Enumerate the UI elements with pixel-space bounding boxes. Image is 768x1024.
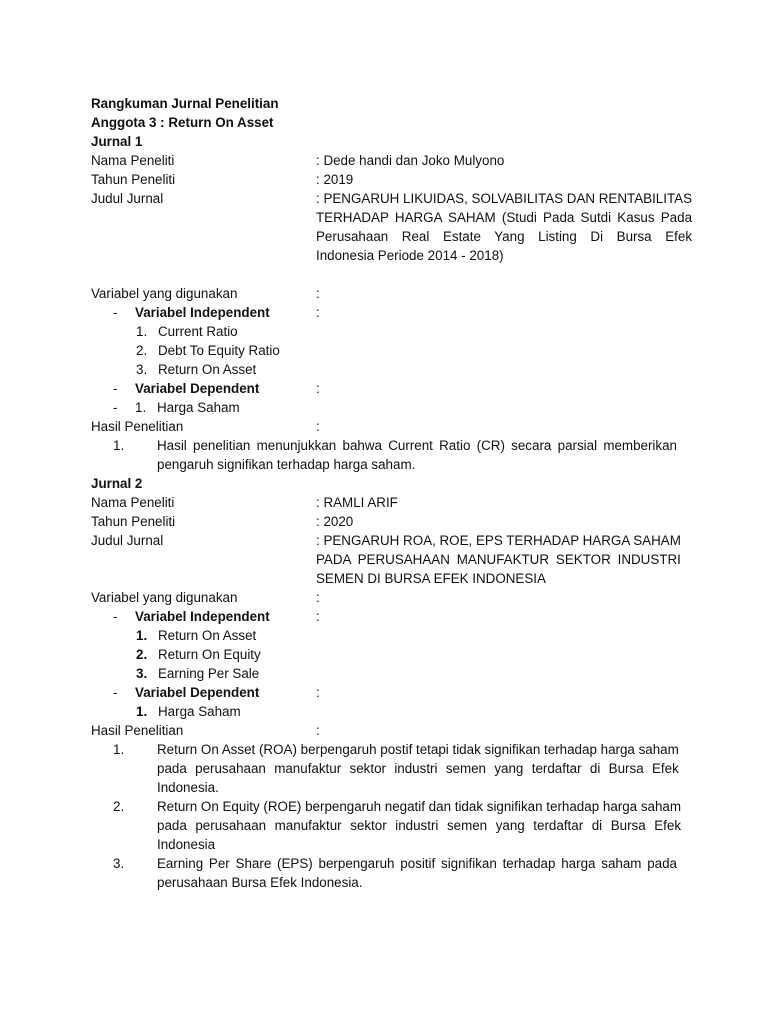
- journal-title-line: Indonesia Periode 2014 - 2018): [316, 248, 504, 263]
- result-text-line: Return On Asset (ROA) berpengaruh postif tetapi tidak signifikan terhadap harga saham: [157, 742, 679, 757]
- independent-variable-label: Variabel Independent: [135, 609, 270, 624]
- journal-heading: Jurnal 2: [91, 476, 143, 491]
- dependent-variable-colon: :: [316, 685, 320, 700]
- list-item-text: Return On Asset: [158, 362, 257, 377]
- dependent-variable-label: Variabel Dependent: [135, 685, 260, 700]
- variables-row: [91, 588, 677, 607]
- researcher-name-value: : Dede handi dan Joko Mulyono: [316, 153, 505, 168]
- journal-title-line: PADA PERUSAHAAN MANUFAKTUR SEKTOR INDUSTRI: [316, 552, 681, 567]
- independent-variable-colon: :: [316, 609, 320, 624]
- journal-title-label: Judul Jurnal: [91, 191, 164, 206]
- journal-2-section: [91, 474, 682, 892]
- list-number: 1.: [136, 704, 148, 719]
- researcher-name-row: [91, 493, 677, 512]
- list-number: 3.: [113, 856, 125, 871]
- list-item: [91, 645, 677, 664]
- list-item: [91, 702, 677, 721]
- variables-label: Variabel yang digunakan: [91, 590, 238, 605]
- list-number: 1.: [113, 438, 125, 453]
- result-item: [91, 740, 677, 797]
- list-item-text: Earning Per Sale: [158, 666, 260, 681]
- list-item: [91, 398, 677, 417]
- list-number: 3.: [136, 362, 148, 377]
- list-number: 1.: [135, 400, 147, 415]
- research-year-label: Tahun Peneliti: [91, 172, 176, 187]
- list-item-text: Harga Saham: [158, 704, 241, 719]
- result-text-line: pengaruh signifikan terhadap harga saham.: [157, 457, 416, 472]
- results-label: Hasil Penelitian: [91, 419, 184, 434]
- list-number: 2.: [113, 799, 125, 814]
- list-item: [91, 322, 677, 341]
- result-text-line: pada perusahaan manufaktur sektor industri semen yang terdaftar di Bursa Efek: [157, 818, 682, 833]
- dependent-variable-colon: :: [316, 381, 320, 396]
- list-number: 2.: [136, 343, 148, 358]
- journal-title-row: [91, 189, 693, 265]
- list-number: 1.: [136, 628, 148, 643]
- list-item-text: Debt To Equity Ratio: [158, 343, 280, 358]
- list-item: [91, 664, 677, 683]
- variables-colon: :: [316, 590, 320, 605]
- results-colon: :: [316, 419, 320, 434]
- list-item-text: Current Ratio: [158, 324, 238, 339]
- variables-colon: :: [316, 286, 320, 301]
- list-number: 1.: [113, 742, 125, 757]
- result-text-line: Indonesia.: [157, 780, 219, 795]
- results-label: Hasil Penelitian: [91, 723, 184, 738]
- journal-title-line: Perusahaan Real Estate Yang Listing Di Bursa Efek: [316, 229, 693, 244]
- bullet-dash: -: [113, 609, 118, 624]
- independent-variable-label: Variabel Independent: [135, 305, 270, 320]
- journal-title-value: [316, 531, 681, 588]
- journal-title-line: : PENGARUH LIKUIDAS, SOLVABILITAS DAN RENTABILITAS: [316, 191, 693, 206]
- result-item: [91, 854, 677, 892]
- independent-variable-colon: :: [316, 305, 320, 320]
- result-text-line: Earning Per Share (EPS) berpengaruh positif signifikan terhadap harga saham pada: [157, 856, 677, 871]
- spacer: [91, 265, 677, 284]
- independent-variable-row: [91, 607, 677, 626]
- result-text-line: pada perusahaan manufaktur sektor industri semen yang terdaftar di Bursa Efek: [157, 761, 679, 776]
- results-colon: :: [316, 723, 320, 738]
- list-item-text: Return On Asset: [158, 628, 257, 643]
- dependent-variable-label: Variabel Dependent: [135, 381, 260, 396]
- researcher-name-label: Nama Peneliti: [91, 495, 175, 510]
- dependent-variable-row: [91, 683, 677, 702]
- list-number: 1.: [136, 324, 148, 339]
- journal-heading: Jurnal 1: [91, 134, 143, 149]
- independent-variable-row: [91, 303, 677, 322]
- journal-title-row: [91, 531, 681, 588]
- bullet-dash: -: [113, 400, 118, 415]
- research-year-label: Tahun Peneliti: [91, 514, 176, 529]
- journal-title-line: : PENGARUH ROA, ROE, EPS TERHADAP HARGA SAHAM: [316, 533, 681, 548]
- list-item: [91, 341, 677, 360]
- result-item: [91, 797, 682, 854]
- bullet-dash: -: [113, 685, 118, 700]
- result-text-line: perusahaan Bursa Efek Indonesia.: [157, 875, 363, 890]
- variables-label: Variabel yang digunakan: [91, 286, 238, 301]
- research-year-row: [91, 512, 677, 531]
- results-row: [91, 721, 677, 740]
- research-year-value: : 2020: [316, 514, 354, 529]
- result-item: [91, 436, 677, 474]
- research-year-value: : 2019: [316, 172, 354, 187]
- journal-title-line: TERHADAP HARGA SAHAM (Studi Pada Sutdi Kasus Pada: [316, 210, 693, 225]
- journal-title-line: SEMEN DI BURSA EFEK INDONESIA: [316, 571, 546, 586]
- researcher-name-value: : RAMLI ARIF: [316, 495, 398, 510]
- list-item-text: Harga Saham: [157, 400, 240, 415]
- document-title: Rangkuman Jurnal Penelitian: [91, 96, 279, 111]
- result-text-line: Indonesia: [157, 837, 216, 852]
- result-text-line: Hasil penelitian menunjukkan bahwa Current Ratio (CR) secara parsial memberikan: [157, 438, 677, 453]
- dependent-variable-row: [91, 379, 677, 398]
- journal-title-label: Judul Jurnal: [91, 533, 164, 548]
- document-subtitle: Anggota 3 : Return On Asset: [91, 115, 274, 130]
- list-item: [91, 360, 677, 379]
- list-item-text: Return On Equity: [158, 647, 261, 662]
- list-item: [91, 626, 677, 645]
- researcher-name-row: [91, 151, 677, 170]
- journal-title-value: [316, 189, 692, 265]
- document-page: [91, 94, 693, 892]
- list-number: 2.: [136, 647, 148, 662]
- researcher-name-label: Nama Peneliti: [91, 153, 175, 168]
- journal-1-section: [91, 132, 693, 474]
- list-number: 3.: [136, 666, 148, 681]
- results-row: [91, 417, 677, 436]
- result-text-line: Return On Equity (ROE) berpengaruh negatif dan tidak signifikan terhadap harga saham: [157, 799, 682, 814]
- variables-row: [91, 284, 677, 303]
- bullet-dash: -: [113, 305, 118, 320]
- bullet-dash: -: [113, 381, 118, 396]
- research-year-row: [91, 170, 677, 189]
